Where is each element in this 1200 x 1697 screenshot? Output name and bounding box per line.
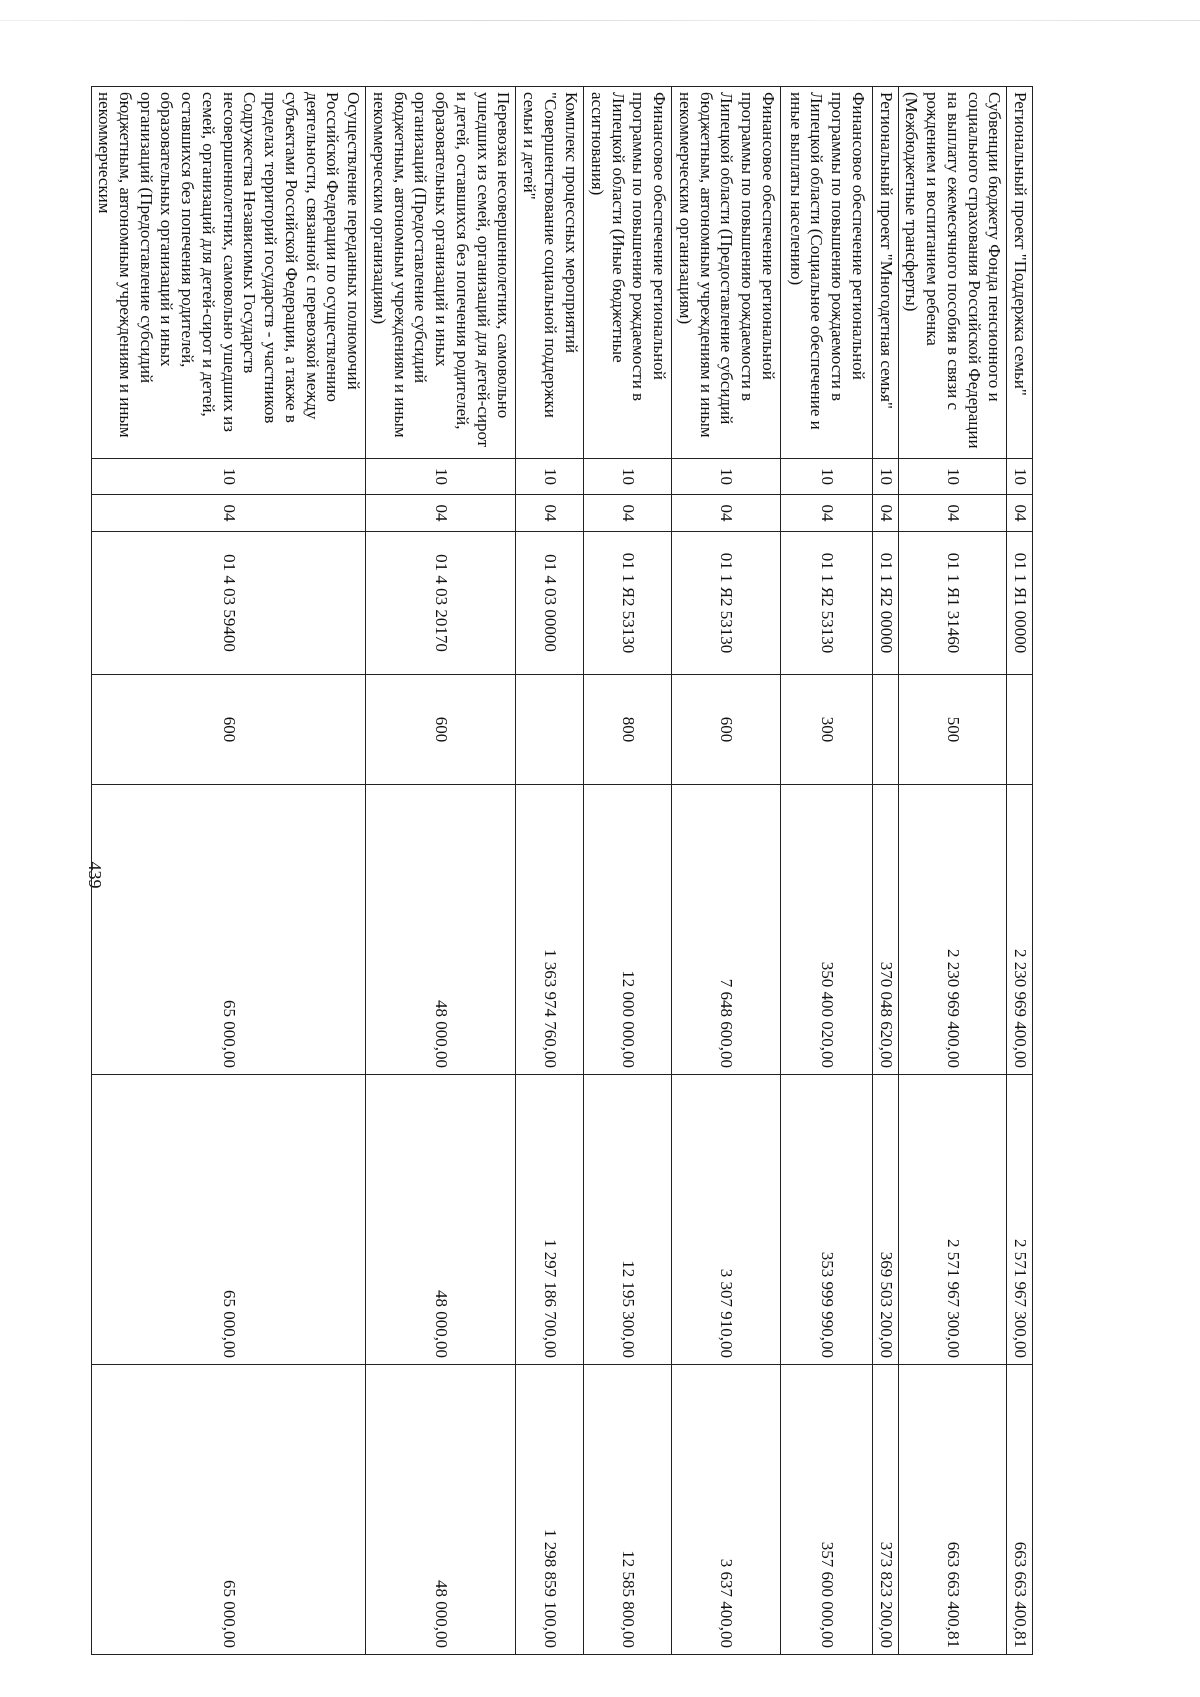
- table-row: [1007, 87, 1033, 1655]
- amount-year1-cell: 48 000,00: [366, 785, 516, 1075]
- target-article-cell: 01 1 Я2 53130: [672, 532, 781, 675]
- amount-year1-cell: 350 400 020,00: [780, 785, 872, 1075]
- subsection-code-cell: 04: [366, 495, 516, 532]
- section-code-cell: 10: [872, 459, 898, 495]
- section-code-cell: 10: [584, 459, 672, 495]
- amount-year3-cell: 663 663 400,81: [1007, 1365, 1033, 1655]
- expense-type-cell: [872, 675, 898, 785]
- row-name-cell: Субвенции бюджету Фонда пенсионного и социального страхования Российской Федерации на выплату ежемесячного пособия в связи с рождением и воспитанием ребенка (Межбюджетные трансферты): [898, 87, 1007, 459]
- amount-year1-cell: 65 000,00: [91, 785, 366, 1075]
- table-row: [366, 87, 516, 1655]
- subsection-code-cell: 04: [516, 495, 584, 532]
- target-article-cell: 01 1 Я2 53130: [584, 532, 672, 675]
- amount-year2-cell: 65 000,00: [91, 1075, 366, 1365]
- scan-edge-line: [0, 20, 1200, 21]
- amount-year2-cell: 2 571 967 300,00: [898, 1075, 1007, 1365]
- budget-table: [91, 86, 1033, 1655]
- amount-year2-cell: 3 307 910,00: [672, 1075, 781, 1365]
- amount-year2-cell: 1 297 186 700,00: [516, 1075, 584, 1365]
- subsection-code-cell: 04: [672, 495, 781, 532]
- target-article-cell: 01 4 03 00000: [516, 532, 584, 675]
- table-row: [780, 87, 872, 1655]
- amount-year3-cell: 1 298 859 100,00: [516, 1365, 584, 1655]
- target-article-cell: 01 4 03 20170: [366, 532, 516, 675]
- amount-year3-cell: 663 663 400,81: [898, 1365, 1007, 1655]
- amount-year3-cell: 373 823 200,00: [872, 1365, 898, 1655]
- section-code-cell: 10: [91, 459, 366, 495]
- expense-type-cell: 600: [672, 675, 781, 785]
- subsection-code-cell: 04: [780, 495, 872, 532]
- amount-year1-cell: 370 048 620,00: [872, 785, 898, 1075]
- amount-year3-cell: 3 637 400,00: [672, 1365, 781, 1655]
- row-name-cell: Финансовое обеспечение региональной программы по повышению рождаемости в Липецкой области (Предоставление субсидий бюджетным, автономным учреждениям и иным некоммерческим организациям): [672, 87, 781, 459]
- row-name-cell: Осуществление переданных полномочий Российской Федерации по осуществлению деятельности, связанной с перевозкой между субъектами Российской Федерации, а также в пределах территорий государств - участников Содружества Независимых Государств несовершеннолетних, самовольно ушедших из семей, организаций для детей-сирот и детей, оставшихся без попечения родителей, образовательных организаций и иных организаций (Предоставление субсидий бюджетным, автономным учреждениям и иным некоммерческим: [91, 87, 366, 459]
- row-name-cell: Финансовое обеспечение региональной программы по повышению рождаемости в Липецкой области (Иные бюджетные ассигнования): [584, 87, 672, 459]
- target-article-cell: 01 1 Я2 53130: [780, 532, 872, 675]
- section-code-cell: 10: [366, 459, 516, 495]
- row-name-cell: Комплекс процессных мероприятий "Совершенствование социальной поддержки семьи и детей": [516, 87, 584, 459]
- amount-year3-cell: 48 000,00: [366, 1365, 516, 1655]
- expense-type-cell: [516, 675, 584, 785]
- amount-year1-cell: 1 363 974 760,00: [516, 785, 584, 1075]
- expense-type-cell: 600: [91, 675, 366, 785]
- amount-year2-cell: 12 195 300,00: [584, 1075, 672, 1365]
- expense-type-cell: 600: [366, 675, 516, 785]
- amount-year3-cell: 12 585 800,00: [584, 1365, 672, 1655]
- subsection-code-cell: 04: [872, 495, 898, 532]
- row-name-cell: Региональный проект "Поддержка семьи": [1007, 87, 1033, 459]
- expense-type-cell: 500: [898, 675, 1007, 785]
- row-name-cell: Региональный проект "Многодетная семья": [872, 87, 898, 459]
- row-name-cell: Финансовое обеспечение региональной программы по повышению рождаемости в Липецкой области (Социальное обеспечение и иные выплаты населению): [780, 87, 872, 459]
- target-article-cell: 01 1 Я1 00000: [1007, 532, 1033, 675]
- table-row: [898, 87, 1007, 1655]
- row-name-cell: Перевозка несовершеннолетних, самовольно ушедших из семей, организаций для детей-сирот и детей, оставшихся без попечения родителей, образовательных организаций и иных организаций (Предоставление субсидий бюджетным, автономным учреждениям и иным некоммерческим организациям): [366, 87, 516, 459]
- amount-year1-cell: 12 000 000,00: [584, 785, 672, 1075]
- amount-year3-cell: 357 600 000,00: [780, 1365, 872, 1655]
- expense-type-cell: [1007, 675, 1033, 785]
- table-row: [872, 87, 898, 1655]
- table-row: [516, 87, 584, 1655]
- subsection-code-cell: 04: [1007, 495, 1033, 532]
- table-row: [672, 87, 781, 1655]
- amount-year1-cell: 2 230 969 400,00: [1007, 785, 1033, 1075]
- amount-year2-cell: 369 503 200,00: [872, 1075, 898, 1365]
- amount-year1-cell: 7 648 600,00: [672, 785, 781, 1075]
- subsection-code-cell: 04: [91, 495, 366, 532]
- subsection-code-cell: 04: [898, 495, 1007, 532]
- target-article-cell: 01 1 Я1 31460: [898, 532, 1007, 675]
- table-row: [584, 87, 672, 1655]
- expense-type-cell: 800: [584, 675, 672, 785]
- amount-year2-cell: 2 571 967 300,00: [1007, 1075, 1033, 1365]
- section-code-cell: 10: [898, 459, 1007, 495]
- subsection-code-cell: 04: [584, 495, 672, 532]
- amount-year3-cell: 65 000,00: [91, 1365, 366, 1655]
- section-code-cell: 10: [780, 459, 872, 495]
- target-article-cell: 01 1 Я2 00000: [872, 532, 898, 675]
- section-code-cell: 10: [1007, 459, 1033, 495]
- section-code-cell: 10: [672, 459, 781, 495]
- amount-year1-cell: 2 230 969 400,00: [898, 785, 1007, 1075]
- amount-year2-cell: 353 999 990,00: [780, 1075, 872, 1365]
- page-number: 439: [85, 861, 105, 889]
- table-row: [91, 87, 366, 1655]
- target-article-cell: 01 4 03 59400: [91, 532, 366, 675]
- amount-year2-cell: 48 000,00: [366, 1075, 516, 1365]
- section-code-cell: 10: [516, 459, 584, 495]
- expense-type-cell: 300: [780, 675, 872, 785]
